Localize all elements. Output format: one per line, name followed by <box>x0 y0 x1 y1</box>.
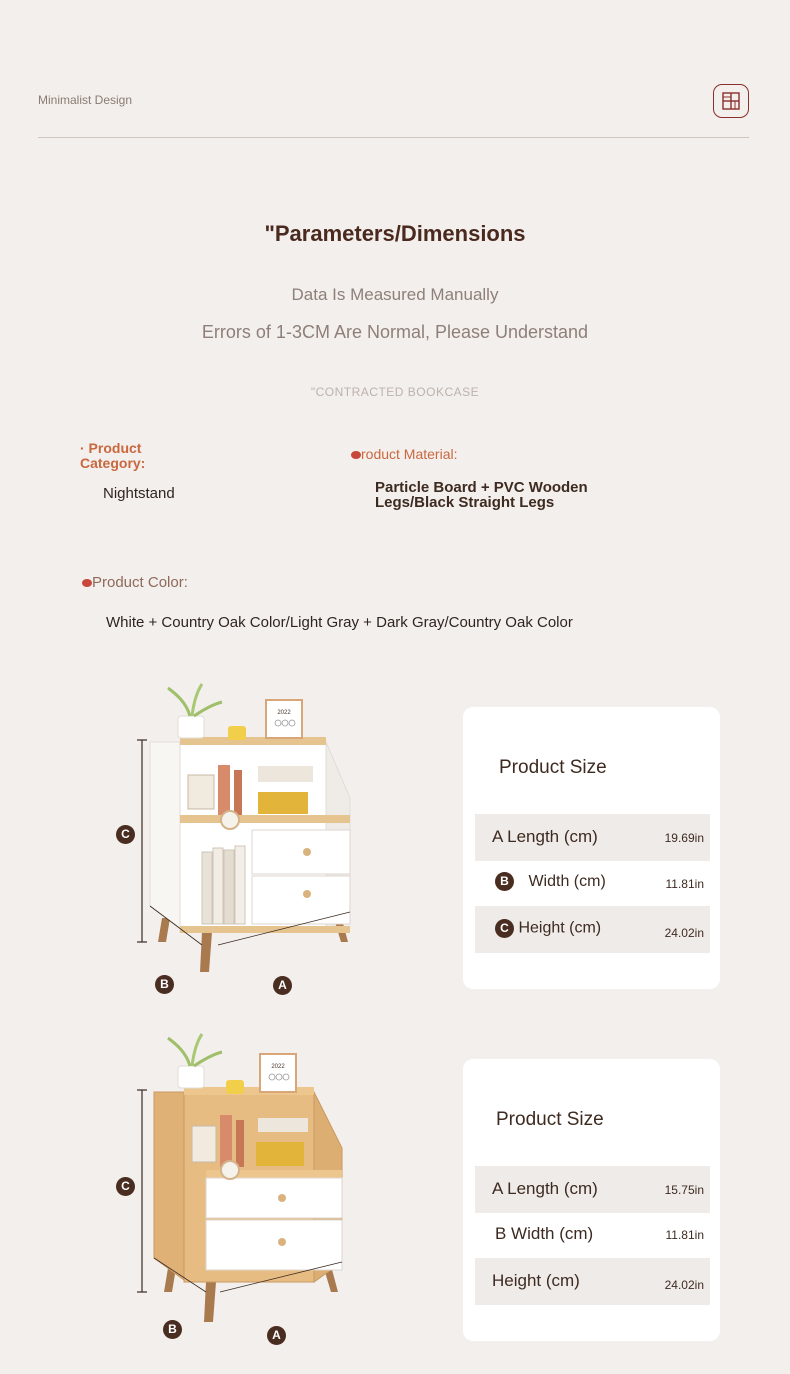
row-value: 19.69in <box>664 831 704 845</box>
header-divider <box>38 137 749 138</box>
calendar-icon <box>266 700 302 738</box>
card-title: Product Size <box>499 757 607 778</box>
material-value <box>375 480 588 510</box>
row-value: 11.81in <box>665 1228 704 1242</box>
row-label: B Width (cm) <box>495 1224 594 1243</box>
subtitle-errors: Errors of 1-3CM Are Normal, Please Understand <box>201 322 589 342</box>
size-row-length <box>475 1166 710 1213</box>
material-value-line-2: Legs/Black Straight Legs <box>375 494 555 511</box>
row-value: 11.81in <box>665 877 704 891</box>
category-label-line-1: · Product <box>80 440 142 456</box>
category-label-line-2: Category: <box>80 455 146 471</box>
row-label: Height (cm) <box>518 919 602 937</box>
badge-depth: B <box>155 975 174 994</box>
brand-label: Minimalist Design <box>38 93 133 107</box>
size-row-width <box>475 860 710 907</box>
section-title: "Parameters/Dimensions <box>264 221 526 246</box>
flower-pot-icon <box>168 684 222 738</box>
category-label <box>80 441 145 471</box>
subtitle-bookcase: "CONTRACTED BOOKCASE <box>310 385 480 399</box>
color-label: Product Color: <box>92 574 188 591</box>
badge-b: B <box>495 872 514 891</box>
card-title: Product Size <box>496 1109 604 1130</box>
product-size-card-1 <box>463 707 720 989</box>
row-label: A Length (cm) <box>492 1179 598 1198</box>
size-row-height <box>475 1258 710 1305</box>
row-label-wrap <box>495 872 606 891</box>
alarm-clock-icon <box>221 811 239 829</box>
badge-height: C <box>116 1177 135 1196</box>
badge-height: C <box>116 825 135 844</box>
grid-icon <box>722 92 740 110</box>
nightstand-white-illustration <box>110 680 380 1000</box>
row-value: 24.02in <box>664 926 704 940</box>
subtitle-measured: Data Is Measured Manually <box>291 285 499 304</box>
size-row-width <box>475 1211 710 1258</box>
color-value: White + Country Oak Color/Light Gray + Dark Gray/Country Oak Color <box>106 614 573 631</box>
nightstand-oak-illustration <box>110 1030 380 1350</box>
bullet-icon <box>351 451 361 459</box>
material-label: roduct Material: <box>361 446 458 462</box>
badge-c: C <box>495 919 514 938</box>
row-label-wrap <box>495 919 601 938</box>
color-label-wrap <box>82 574 188 591</box>
size-row-height <box>475 906 710 953</box>
row-value: 15.75in <box>664 1183 704 1197</box>
row-label: Height (cm) <box>492 1271 580 1290</box>
material-value-line-1: Particle Board + PVC Wooden <box>375 479 588 496</box>
size-row-length <box>475 814 710 861</box>
bullet-icon <box>82 579 92 587</box>
calendar-year-2: 2022 <box>271 1064 285 1070</box>
grid-button[interactable] <box>713 84 749 118</box>
row-value: 24.02in <box>664 1278 704 1292</box>
badge-width: A <box>267 1326 286 1345</box>
category-value: Nightstand <box>103 485 175 502</box>
badge-depth: B <box>163 1320 182 1339</box>
row-label: Width (cm) <box>528 872 606 890</box>
row-label: A Length (cm) <box>492 827 598 846</box>
badge-width: A <box>273 976 292 995</box>
material-label-wrap <box>351 447 457 462</box>
product-size-card-2 <box>463 1059 720 1341</box>
calendar-year-1: 2022 <box>277 710 291 716</box>
